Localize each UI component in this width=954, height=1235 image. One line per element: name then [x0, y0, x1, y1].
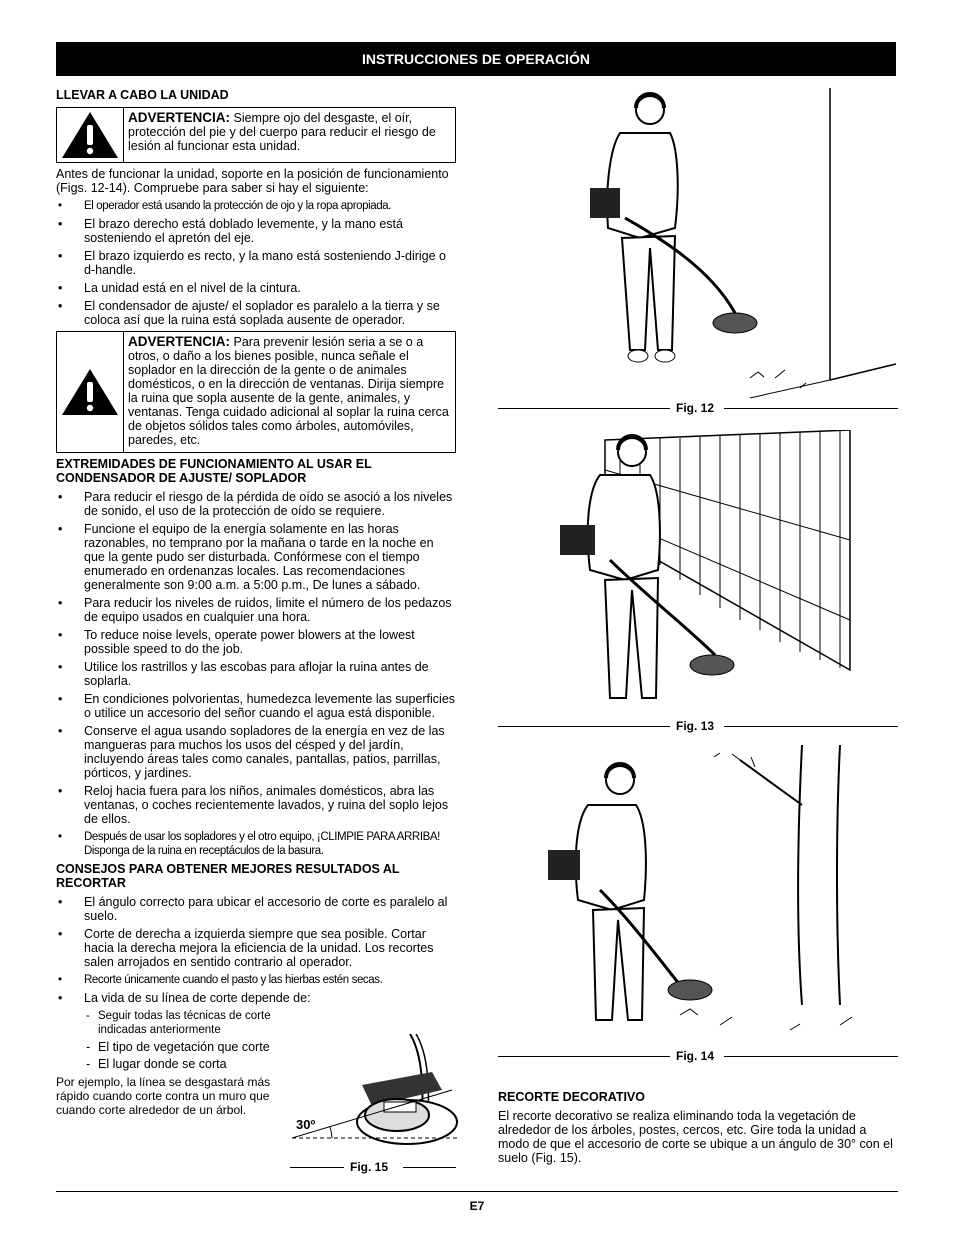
fig15-angle-label: 30º: [296, 1117, 316, 1132]
list-item: • Para reducir el riesgo de la pérdida de oído se asoció a los niveles de sonido, el uso de la protección de oído se requiere.: [56, 490, 456, 518]
sub-list-item: - Seguir todas las técnicas de corte indicadas anteriormente: [56, 1009, 313, 1037]
list-item: • En condiciones polvorientas, humedezca levemente las superficies o utilice un accesorio del señor cuando el agua está disponible.: [56, 692, 456, 720]
intro-paragraph: Antes de funcionar la unidad, soporte en la posición de funcionamiento (Figs. 12-14). Compruebe para saber si hay el siguiente:: [56, 167, 449, 195]
caption-rule: [498, 408, 670, 409]
warning-icon: [57, 332, 124, 452]
list-item: • Reloj hacia fuera para los niños, animales domésticos, abra las ventanas, o coches recientemente lavados, y ruina del soplo lejos de ellos.: [56, 784, 456, 826]
caption-rule: [724, 408, 898, 409]
sub-list-item: - El tipo de vegetación que corte: [56, 1040, 313, 1054]
section-title: EXTREMIDADES DE FUNCIONAMIENTO AL USAR EL CONDENSADOR DE AJUSTE/ SOPLADOR: [56, 457, 372, 485]
list-item: • Funcione el equipo de la energía solamente en las horas razonables, no temprano por la mañana o tarde en la noche en que la gente pudo ser disturbada. Confórmese con el tiempo enumerado en ordenanzas locales. Las recomendaciones generalmente son 9:00 a.m. a 5:00 p.m., De lunes a sábado.: [56, 522, 456, 592]
page-header: INSTRUCCIONES DE OPERACIÓN: [56, 42, 896, 76]
list-item: • Conserve el agua usando sopladores de la energía en vez de las mangueras para muchos los usos del césped y del jardín, incluyendo áreas tales como canales, pantallas, patios, parrillas, pórticos, y jardines.: [56, 724, 456, 780]
caption-rule: [498, 1056, 670, 1057]
left-column: [56, 88, 456, 1121]
caption-rule: [724, 726, 898, 727]
page-number: E7: [469, 1199, 485, 1213]
section-text: El recorte decorativo se realiza eliminando toda la vegetación de alrededor de los árboles, postes, cercos, etc. Gire toda la unidad a modo de que el accesorio de corte se ubique a un ángulo de 30° con el suelo (Fig. 15).: [498, 1109, 893, 1165]
list-item: • To reduce noise levels, operate power blowers at the lowest possible speed to do the job.: [56, 628, 456, 656]
list-item: • La unidad está en el nivel de la cintura.: [56, 281, 456, 295]
warning-label: ADVERTENCIA:: [128, 110, 231, 125]
checklist: [56, 199, 456, 327]
list-item: • Para reducir los niveles de ruidos, limite el número de los pedazos de equipo usados en cualquier una hora.: [56, 596, 456, 624]
decorative-trimming-section: [498, 1090, 898, 1169]
list-item: • El condensador de ajuste/ el soplador es paralelo a la tierra y se coloca así que la ruina está soplada ausente de operador.: [56, 299, 456, 327]
tips-list: [56, 490, 456, 858]
warning-icon: [57, 108, 124, 162]
section-title: RECORTE DECORATIVO: [498, 1090, 645, 1104]
list-item: • Utilice los rastrillos y las escobas para aflojar la ruina antes de soplarla.: [56, 660, 456, 688]
caption-rule: [403, 1167, 456, 1168]
sub-list-item: - El lugar donde se corta: [56, 1057, 313, 1071]
list-item: • El ángulo correcto para ubicar el accesorio de corte es paralelo al suelo.: [56, 895, 456, 923]
fig15-caption: Fig. 15: [350, 1160, 389, 1174]
fig14-illustration: [540, 745, 896, 1045]
list-item: • La vida de su línea de corte depende de:: [56, 991, 456, 1005]
list-item: • Corte de derecha a izquierda siempre que sea posible. Cortar hacia la derecha mejora la eficiencia de la unidad. Los recortes salen arrojados en sentido contrario al operador.: [56, 927, 456, 969]
warning-text: Siempre ojo del desgaste, el oír, protección del pie y del cuerpo para reducir el riesgo de lesión al funcionar esta unidad.: [128, 111, 436, 153]
fig12-caption: Fig. 12: [676, 401, 715, 415]
list-item: • El operador está usando la protección de ojo y la ropa apropiada.: [56, 199, 456, 213]
caption-rule: [498, 726, 670, 727]
section-title: CONSEJOS PARA OBTENER MEJORES RESULTADOS AL RECORTAR: [56, 862, 400, 890]
footer-rule: [56, 1191, 898, 1192]
example-paragraph: Por ejemplo, la línea se desgastará más rápido cuando corte contra un muro que cuando corte alrededor de un árbol.: [56, 1075, 271, 1117]
caption-rule: [290, 1167, 344, 1168]
warning-label: ADVERTENCIA:: [128, 334, 231, 349]
list-item: • Después de usar los sopladores y el otro equipo, ¡CLIMPIE PARA ARRIBA! Disponga de la ruina en receptáculos de la basura.: [56, 830, 456, 858]
warning-text: Para prevenir lesión seria a se o a otros, o daño a los bienes posible, nunca señale el soplador en la dirección de la gente o de animales domésticos, o en la dirección de ventanas. Dirija siempre la ruina que sopla ausente de la gente, animales, y ventanas. Tenga cuidado adicional al soplar la ruina cerca de objetos sólidos tales como árboles, automóviles, paredes, etc.: [128, 335, 449, 447]
fig13-illustration: [550, 430, 896, 720]
trimming-tips-list: [56, 895, 456, 1005]
warning-box: [56, 107, 456, 163]
caption-rule: [724, 1056, 898, 1057]
fig13-caption: Fig. 13: [676, 719, 715, 733]
fig15-illustration: [292, 1030, 462, 1155]
section-title: LLEVAR A CABO LA UNIDAD: [56, 88, 229, 102]
list-item: • El brazo derecho está doblado levemente, y la mano está sosteniendo el apretón del eje.: [56, 217, 456, 245]
list-item: • El brazo izquierdo es recto, y la mano está sosteniendo J-dirige o d-handle.: [56, 249, 456, 277]
fig12-illustration: [560, 88, 896, 400]
list-item: • Recorte únicamente cuando el pasto y las hierbas estén secas.: [56, 973, 456, 987]
warning-box: [56, 331, 456, 453]
fig14-caption: Fig. 14: [676, 1049, 715, 1063]
